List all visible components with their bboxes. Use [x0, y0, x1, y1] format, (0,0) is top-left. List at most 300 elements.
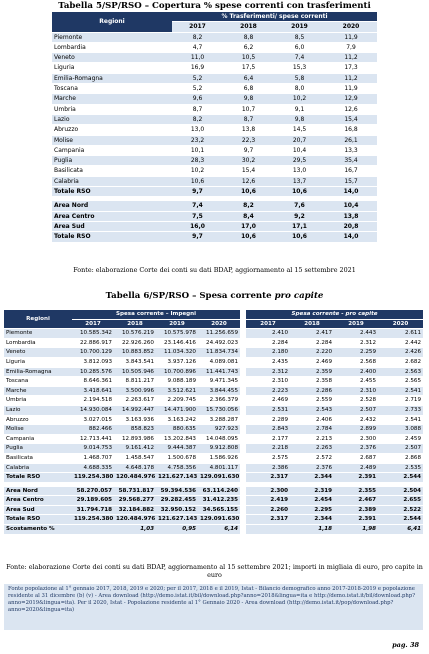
value-cell: 14.471.900 — [156, 405, 198, 415]
region-name: Liguria — [4, 357, 72, 367]
value-cell: 129.091.630 — [198, 473, 240, 483]
value-cell: 9,7 — [223, 145, 274, 155]
value-cell: 2.310 — [334, 386, 378, 396]
value-cell: 2.286 — [290, 386, 334, 396]
value-cell: 2.319 — [290, 486, 334, 496]
value-cell: 5,8 — [274, 73, 325, 83]
region-name: Totale RSO — [4, 515, 72, 525]
value-cell: 2.544 — [378, 473, 423, 483]
value-cell: 8,4 — [223, 211, 274, 221]
value-cell: 2.467 — [334, 496, 378, 506]
table-row — [52, 63, 377, 73]
value-cell: 6,0 — [274, 42, 325, 52]
region-name: Marche — [52, 94, 172, 104]
table-coverage-transfers — [52, 12, 377, 243]
value-cell: 2.177 — [246, 434, 290, 444]
value-cell: 11,9 — [325, 32, 377, 42]
value-cell: 6,4 — [223, 73, 274, 83]
value-cell: 31.794.718 — [72, 505, 114, 515]
value-cell: 2.507 — [378, 444, 423, 454]
value-cell: 882.466 — [72, 425, 114, 435]
table-row — [4, 338, 423, 348]
region-name: Liguria — [52, 63, 172, 73]
value-cell: 1,03 — [114, 525, 156, 535]
value-cell: 10.700.129 — [72, 348, 114, 358]
value-cell: 15.730.056 — [198, 405, 240, 415]
table-row — [4, 415, 423, 425]
value-cell: 6,41 — [378, 525, 423, 535]
value-cell: 14.048.095 — [198, 434, 240, 444]
year-header: 2020 — [198, 319, 240, 329]
value-cell: 10,7 — [223, 104, 274, 114]
value-cell: 2.406 — [290, 415, 334, 425]
value-cell: 2.531 — [246, 405, 290, 415]
table2-title-main: Tabella 6/SP/RSO – Spesa corrente — [105, 291, 275, 301]
year-header: 2018 — [223, 22, 274, 32]
value-cell: 23.146.416 — [156, 338, 198, 348]
value-cell: 17,0 — [223, 221, 274, 231]
value-cell: 10.505.946 — [114, 367, 156, 377]
value-cell: 2.300 — [334, 434, 378, 444]
value-cell: 2.312 — [246, 367, 290, 377]
value-cell: 2.868 — [378, 453, 423, 463]
value-cell: 10,4 — [274, 145, 325, 155]
value-cell: 3.843.541 — [114, 357, 156, 367]
value-cell: 5,2 — [172, 73, 223, 83]
value-cell: 32.950.152 — [156, 505, 198, 515]
value-cell: 9.471.345 — [198, 377, 240, 387]
value-cell: 7,4 — [274, 53, 325, 63]
value-cell: 2.376 — [334, 444, 378, 454]
value-cell: 13,0 — [274, 166, 325, 176]
region-name: Piemonte — [4, 329, 72, 339]
value-cell: 2.180 — [246, 348, 290, 358]
value-cell: 2.389 — [334, 505, 378, 515]
value-cell: 28,3 — [172, 156, 223, 166]
value-cell: 2.565 — [378, 377, 423, 387]
value-cell: 8.811.217 — [114, 377, 156, 387]
total-label: Totale RSO — [52, 187, 172, 197]
value-cell: 10.285.576 — [72, 367, 114, 377]
value-cell: 15,4 — [325, 114, 377, 124]
region-name: Umbria — [4, 396, 72, 406]
value-cell: 14.930.084 — [72, 405, 114, 415]
year-header: 2019 — [156, 319, 198, 329]
value-cell: 34.565.155 — [198, 505, 240, 515]
value-cell: 2.344 — [290, 515, 334, 525]
value-cell: 5,2 — [172, 84, 223, 94]
table-row — [4, 386, 423, 396]
value-cell: 29.189.605 — [72, 496, 114, 506]
table-row — [52, 114, 377, 124]
value-cell: 22.886.917 — [72, 338, 114, 348]
value-cell: 3.812.093 — [72, 357, 114, 367]
table-row — [4, 377, 423, 387]
table-row — [52, 145, 377, 155]
value-cell: 3.163.936 — [114, 415, 156, 425]
value-cell: 2.213 — [290, 434, 334, 444]
value-cell: 24.492.023 — [198, 338, 240, 348]
year-header: 2019 — [274, 22, 325, 32]
region-name: Marche — [4, 386, 72, 396]
region-name: Calabria — [52, 176, 172, 186]
value-cell: 4.801.117 — [198, 463, 240, 473]
value-cell: 8,0 — [274, 84, 325, 94]
region-name: Lazio — [52, 114, 172, 124]
value-cell: 2.443 — [334, 329, 378, 339]
value-cell: 9,8 — [274, 114, 325, 124]
value-cell: 2.284 — [290, 338, 334, 348]
value-cell: 8,2 — [172, 114, 223, 124]
value-cell: 14,0 — [325, 232, 377, 242]
value-cell: 4.758.356 — [156, 463, 198, 473]
value-cell: 11.034.320 — [156, 348, 198, 358]
value-cell: 4.089.081 — [198, 357, 240, 367]
region-name: Campania — [4, 434, 72, 444]
value-cell: 12,6 — [223, 176, 274, 186]
value-cell: 16,9 — [172, 63, 223, 73]
value-cell: 10,6 — [223, 232, 274, 242]
value-cell: 8,5 — [274, 32, 325, 42]
value-cell: 10.700.896 — [156, 367, 198, 377]
value-cell: 927.923 — [198, 425, 240, 435]
value-cell: 12,9 — [325, 94, 377, 104]
area-name: Area Sud — [52, 221, 172, 231]
value-cell: 2.687 — [334, 453, 378, 463]
value-cell: 129.091.630 — [198, 515, 240, 525]
area-row — [52, 232, 377, 242]
region-name: Basilicata — [4, 453, 72, 463]
region-name: Lombardia — [4, 338, 72, 348]
value-cell: 2.528 — [334, 396, 378, 406]
value-cell: 26,1 — [325, 135, 377, 145]
area-name: Area Centro — [52, 211, 172, 221]
region-name: Puglia — [52, 156, 172, 166]
area-row — [4, 486, 423, 496]
value-cell: 11,2 — [325, 53, 377, 63]
value-cell: 8,8 — [223, 32, 274, 42]
value-cell: 11,2 — [325, 73, 377, 83]
value-cell — [246, 525, 290, 535]
group-header-procapite: Spesa corrente - pro capite — [246, 310, 423, 319]
value-cell: 14,5 — [274, 125, 325, 135]
area-name: Area Nord — [52, 201, 172, 211]
value-cell: 8.646.361 — [72, 377, 114, 387]
value-cell: 13,8 — [325, 211, 377, 221]
region-header: Regioni — [4, 310, 72, 329]
value-cell: 9.444.387 — [156, 444, 198, 454]
value-cell: 2.535 — [378, 463, 423, 473]
value-cell: 2.455 — [334, 377, 378, 387]
area-row — [52, 201, 377, 211]
area-row — [4, 515, 423, 525]
area-name: Totale RSO — [52, 232, 172, 242]
region-name: Molise — [4, 425, 72, 435]
value-cell: 17,1 — [274, 221, 325, 231]
region-name: Umbria — [52, 104, 172, 114]
value-cell: 2.459 — [378, 434, 423, 444]
value-cell: 9.161.412 — [114, 444, 156, 454]
year-header: 2018 — [114, 319, 156, 329]
value-cell: 120.484.976 — [114, 515, 156, 525]
value-cell: 2.454 — [290, 496, 334, 506]
group-header: % Trasferimenti/ spese correnti — [172, 12, 377, 22]
value-cell: 2.435 — [246, 357, 290, 367]
value-cell: 10,6 — [172, 176, 223, 186]
value-cell: 2.284 — [246, 338, 290, 348]
region-name: Lombardia — [52, 42, 172, 52]
region-name: Area Centro — [4, 496, 72, 506]
value-cell: 2.544 — [378, 515, 423, 525]
value-cell: 13,3 — [325, 145, 377, 155]
page-number: pag. 38 — [392, 641, 419, 649]
value-cell: 10.575.978 — [156, 329, 198, 339]
region-name: Abruzzo — [4, 415, 72, 425]
value-cell: 1.586.926 — [198, 453, 240, 463]
value-cell: 2.507 — [334, 405, 378, 415]
value-cell: 13,7 — [274, 176, 325, 186]
region-header: Regioni — [52, 12, 172, 32]
value-cell: 15,7 — [325, 176, 377, 186]
value-cell: 2.611 — [378, 329, 423, 339]
value-cell: 2.366.379 — [198, 396, 240, 406]
table-row — [4, 396, 423, 406]
region-name: Piemonte — [52, 32, 172, 42]
value-cell: 10.883.852 — [114, 348, 156, 358]
table-row — [52, 94, 377, 104]
value-cell: 2.899 — [334, 425, 378, 435]
region-name: Puglia — [4, 444, 72, 454]
value-cell: 2.359 — [290, 367, 334, 377]
value-cell: 2.223 — [246, 386, 290, 396]
table-row — [52, 42, 377, 52]
value-cell: 59.394.536 — [156, 486, 198, 496]
group-header-impegni: Spesa corrente – Impegni — [72, 310, 240, 319]
scostamento-label: Scostamento % — [4, 525, 72, 535]
value-cell: 22.926.260 — [114, 338, 156, 348]
year-header: 2019 — [334, 319, 378, 329]
value-cell: 10,2 — [172, 166, 223, 176]
area-row — [52, 221, 377, 231]
value-cell: 0,95 — [156, 525, 198, 535]
value-cell: 13,0 — [172, 125, 223, 135]
table-row — [4, 434, 423, 444]
table2-title-italic: pro capite — [274, 291, 324, 301]
value-cell: 15,3 — [274, 63, 325, 73]
table-row — [52, 104, 377, 114]
region-name: Campania — [52, 145, 172, 155]
value-cell: 6,2 — [223, 42, 274, 52]
value-cell: 3.844.455 — [198, 386, 240, 396]
table-row — [52, 156, 377, 166]
table1-title: Tabella 5/SP/RSO – Copertura % spese correnti con trasferimenti — [58, 1, 371, 11]
value-cell: 10.585.342 — [72, 329, 114, 339]
value-cell: 3.163.242 — [156, 415, 198, 425]
value-cell: 2.317 — [246, 473, 290, 483]
year-header: 2018 — [290, 319, 334, 329]
value-cell: 2.391 — [334, 473, 378, 483]
value-cell: 1,98 — [334, 525, 378, 535]
value-cell: 11.256.659 — [198, 329, 240, 339]
region-name: Abruzzo — [52, 125, 172, 135]
value-cell: 58.270.057 — [72, 486, 114, 496]
value-cell: 4,7 — [172, 42, 223, 52]
value-cell: 22,3 — [223, 135, 274, 145]
value-cell: 10,1 — [172, 145, 223, 155]
value-cell: 7,9 — [325, 42, 377, 52]
value-cell: 10,6 — [223, 187, 274, 197]
value-cell: 10,6 — [274, 232, 325, 242]
table-row — [52, 125, 377, 135]
table-row — [4, 348, 423, 358]
value-cell: 119.254.380 — [72, 473, 114, 483]
value-cell: 9,2 — [274, 211, 325, 221]
value-cell: 2.469 — [290, 357, 334, 367]
value-cell: 10.576.219 — [114, 329, 156, 339]
value-cell: 2.376 — [290, 463, 334, 473]
region-name: Totale RSO — [4, 473, 72, 483]
table-row — [52, 73, 377, 83]
value-cell: 8,7 — [223, 114, 274, 124]
value-cell: 9,7 — [172, 232, 223, 242]
value-cell: 10,2 — [274, 94, 325, 104]
value-cell: 880.635 — [156, 425, 198, 435]
population-source-note: Fonte popolazione al 1° gennaio 2017, 2018, 2019 e 2020; per il 2017, 2018 e il 2019, Istat - Bilancio demografico anno 2017-2018-2019 e popolazione residente al 31 dicembre (b) (v) - Area download (http://demo.istat.it/bil/download.php?anno=2018&lingua=ita e http://demo.istat.it/bil/download.php?anno=2019&lingua=ita). Per il 2020, Istat - Popolazione residente al 1° Gennaio 2020 - Area download (http://demo.istat.it/pop/download.php?anno=2020&lingua=ita) — [4, 584, 423, 630]
value-cell: 2.220 — [290, 348, 334, 358]
value-cell: 2.733 — [378, 405, 423, 415]
region-name: Lazio — [4, 405, 72, 415]
value-cell: 2.719 — [378, 396, 423, 406]
region-name: Area Nord — [4, 486, 72, 496]
value-cell: 17,3 — [325, 63, 377, 73]
value-cell: 10,5 — [223, 53, 274, 63]
value-cell: 2.469 — [246, 396, 290, 406]
value-cell: 2.541 — [378, 386, 423, 396]
year-header: 2020 — [378, 319, 423, 329]
value-cell: 6,14 — [198, 525, 240, 535]
region-name: Toscana — [52, 84, 172, 94]
value-cell: 2.410 — [246, 329, 290, 339]
value-cell: 8,2 — [223, 201, 274, 211]
value-cell: 121.627.143 — [156, 515, 198, 525]
table-row — [4, 367, 423, 377]
value-cell: 2.355 — [334, 486, 378, 496]
table-current-spending-per-capita — [4, 310, 423, 535]
value-cell: 20,8 — [325, 221, 377, 231]
value-cell: 13.202.843 — [156, 434, 198, 444]
table-row — [4, 453, 423, 463]
value-cell: 11.834.734 — [198, 348, 240, 358]
value-cell: 16,0 — [172, 221, 223, 231]
value-cell: 2.541 — [378, 415, 423, 425]
value-cell: 2.310 — [246, 377, 290, 387]
value-cell: 2.784 — [290, 425, 334, 435]
value-cell: 2.559 — [290, 396, 334, 406]
value-cell: 1.468.707 — [72, 453, 114, 463]
value-cell: 17,5 — [223, 63, 274, 73]
table-row — [4, 329, 423, 339]
value-cell: 2.504 — [378, 486, 423, 496]
area-row — [4, 505, 423, 515]
table-row — [52, 176, 377, 186]
value-cell: 6,8 — [223, 84, 274, 94]
year-header: 2020 — [325, 22, 377, 32]
table-row — [52, 84, 377, 94]
value-cell: 2.259 — [334, 348, 378, 358]
value-cell: 2.417 — [290, 329, 334, 339]
value-cell: 2.682 — [378, 357, 423, 367]
value-cell: 121.627.143 — [156, 473, 198, 483]
value-cell: 11.441.743 — [198, 367, 240, 377]
value-cell: 23,2 — [172, 135, 223, 145]
header-row — [52, 12, 377, 22]
value-cell: 3.088 — [378, 425, 423, 435]
value-cell: 2.317 — [246, 515, 290, 525]
region-name: Basilicata — [52, 166, 172, 176]
value-cell: 2.563 — [378, 367, 423, 377]
value-cell: 2.426 — [378, 348, 423, 358]
value-cell: 2.263 — [290, 444, 334, 454]
value-cell: 2.391 — [334, 515, 378, 525]
value-cell: 2.442 — [378, 338, 423, 348]
value-cell: 7,4 — [172, 201, 223, 211]
value-cell: 9,8 — [223, 94, 274, 104]
total-row — [4, 473, 423, 483]
year-header: 2017 — [172, 22, 223, 32]
value-cell: 858.823 — [114, 425, 156, 435]
table-row — [4, 405, 423, 415]
table-row — [4, 463, 423, 473]
value-cell: 2.843 — [246, 425, 290, 435]
value-cell: 2.575 — [246, 453, 290, 463]
header-row — [4, 310, 423, 319]
table1-source: Fonte: elaborazione Corte dei conti su dati BDAP, aggiornamento al 15 settembre 2021 — [73, 266, 356, 274]
value-cell: 2.572 — [290, 453, 334, 463]
region-name: Veneto — [4, 348, 72, 358]
area-row — [52, 211, 377, 221]
value-cell: 2.543 — [290, 405, 334, 415]
value-cell: 2.289 — [246, 415, 290, 425]
value-cell: 8,2 — [172, 32, 223, 42]
value-cell: 2.522 — [378, 505, 423, 515]
value-cell: 3.500.996 — [114, 386, 156, 396]
value-cell: 29.282.455 — [156, 496, 198, 506]
value-cell: 9,7 — [172, 187, 223, 197]
value-cell: 7,5 — [172, 211, 223, 221]
value-cell: 2.419 — [246, 496, 290, 506]
value-cell: 30,2 — [223, 156, 274, 166]
value-cell: 2.312 — [334, 338, 378, 348]
value-cell: 120.484.976 — [114, 473, 156, 483]
value-cell: 4.688.335 — [72, 463, 114, 473]
table-row — [4, 357, 423, 367]
value-cell: 12.713.441 — [72, 434, 114, 444]
value-cell: 2.432 — [334, 415, 378, 425]
value-cell: 1.458.547 — [114, 453, 156, 463]
table-row — [4, 444, 423, 454]
total-row — [52, 187, 377, 197]
value-cell: 11,0 — [172, 53, 223, 63]
value-cell: 9,6 — [172, 94, 223, 104]
value-cell: 9.088.189 — [156, 377, 198, 387]
region-name: Emilia-Romagna — [4, 367, 72, 377]
scostamento-row — [4, 525, 423, 535]
value-cell: 16,8 — [325, 125, 377, 135]
value-cell: 10,4 — [325, 201, 377, 211]
value-cell: 14.992.447 — [114, 405, 156, 415]
value-cell: 2.386 — [246, 463, 290, 473]
value-cell: 2.218 — [246, 444, 290, 454]
